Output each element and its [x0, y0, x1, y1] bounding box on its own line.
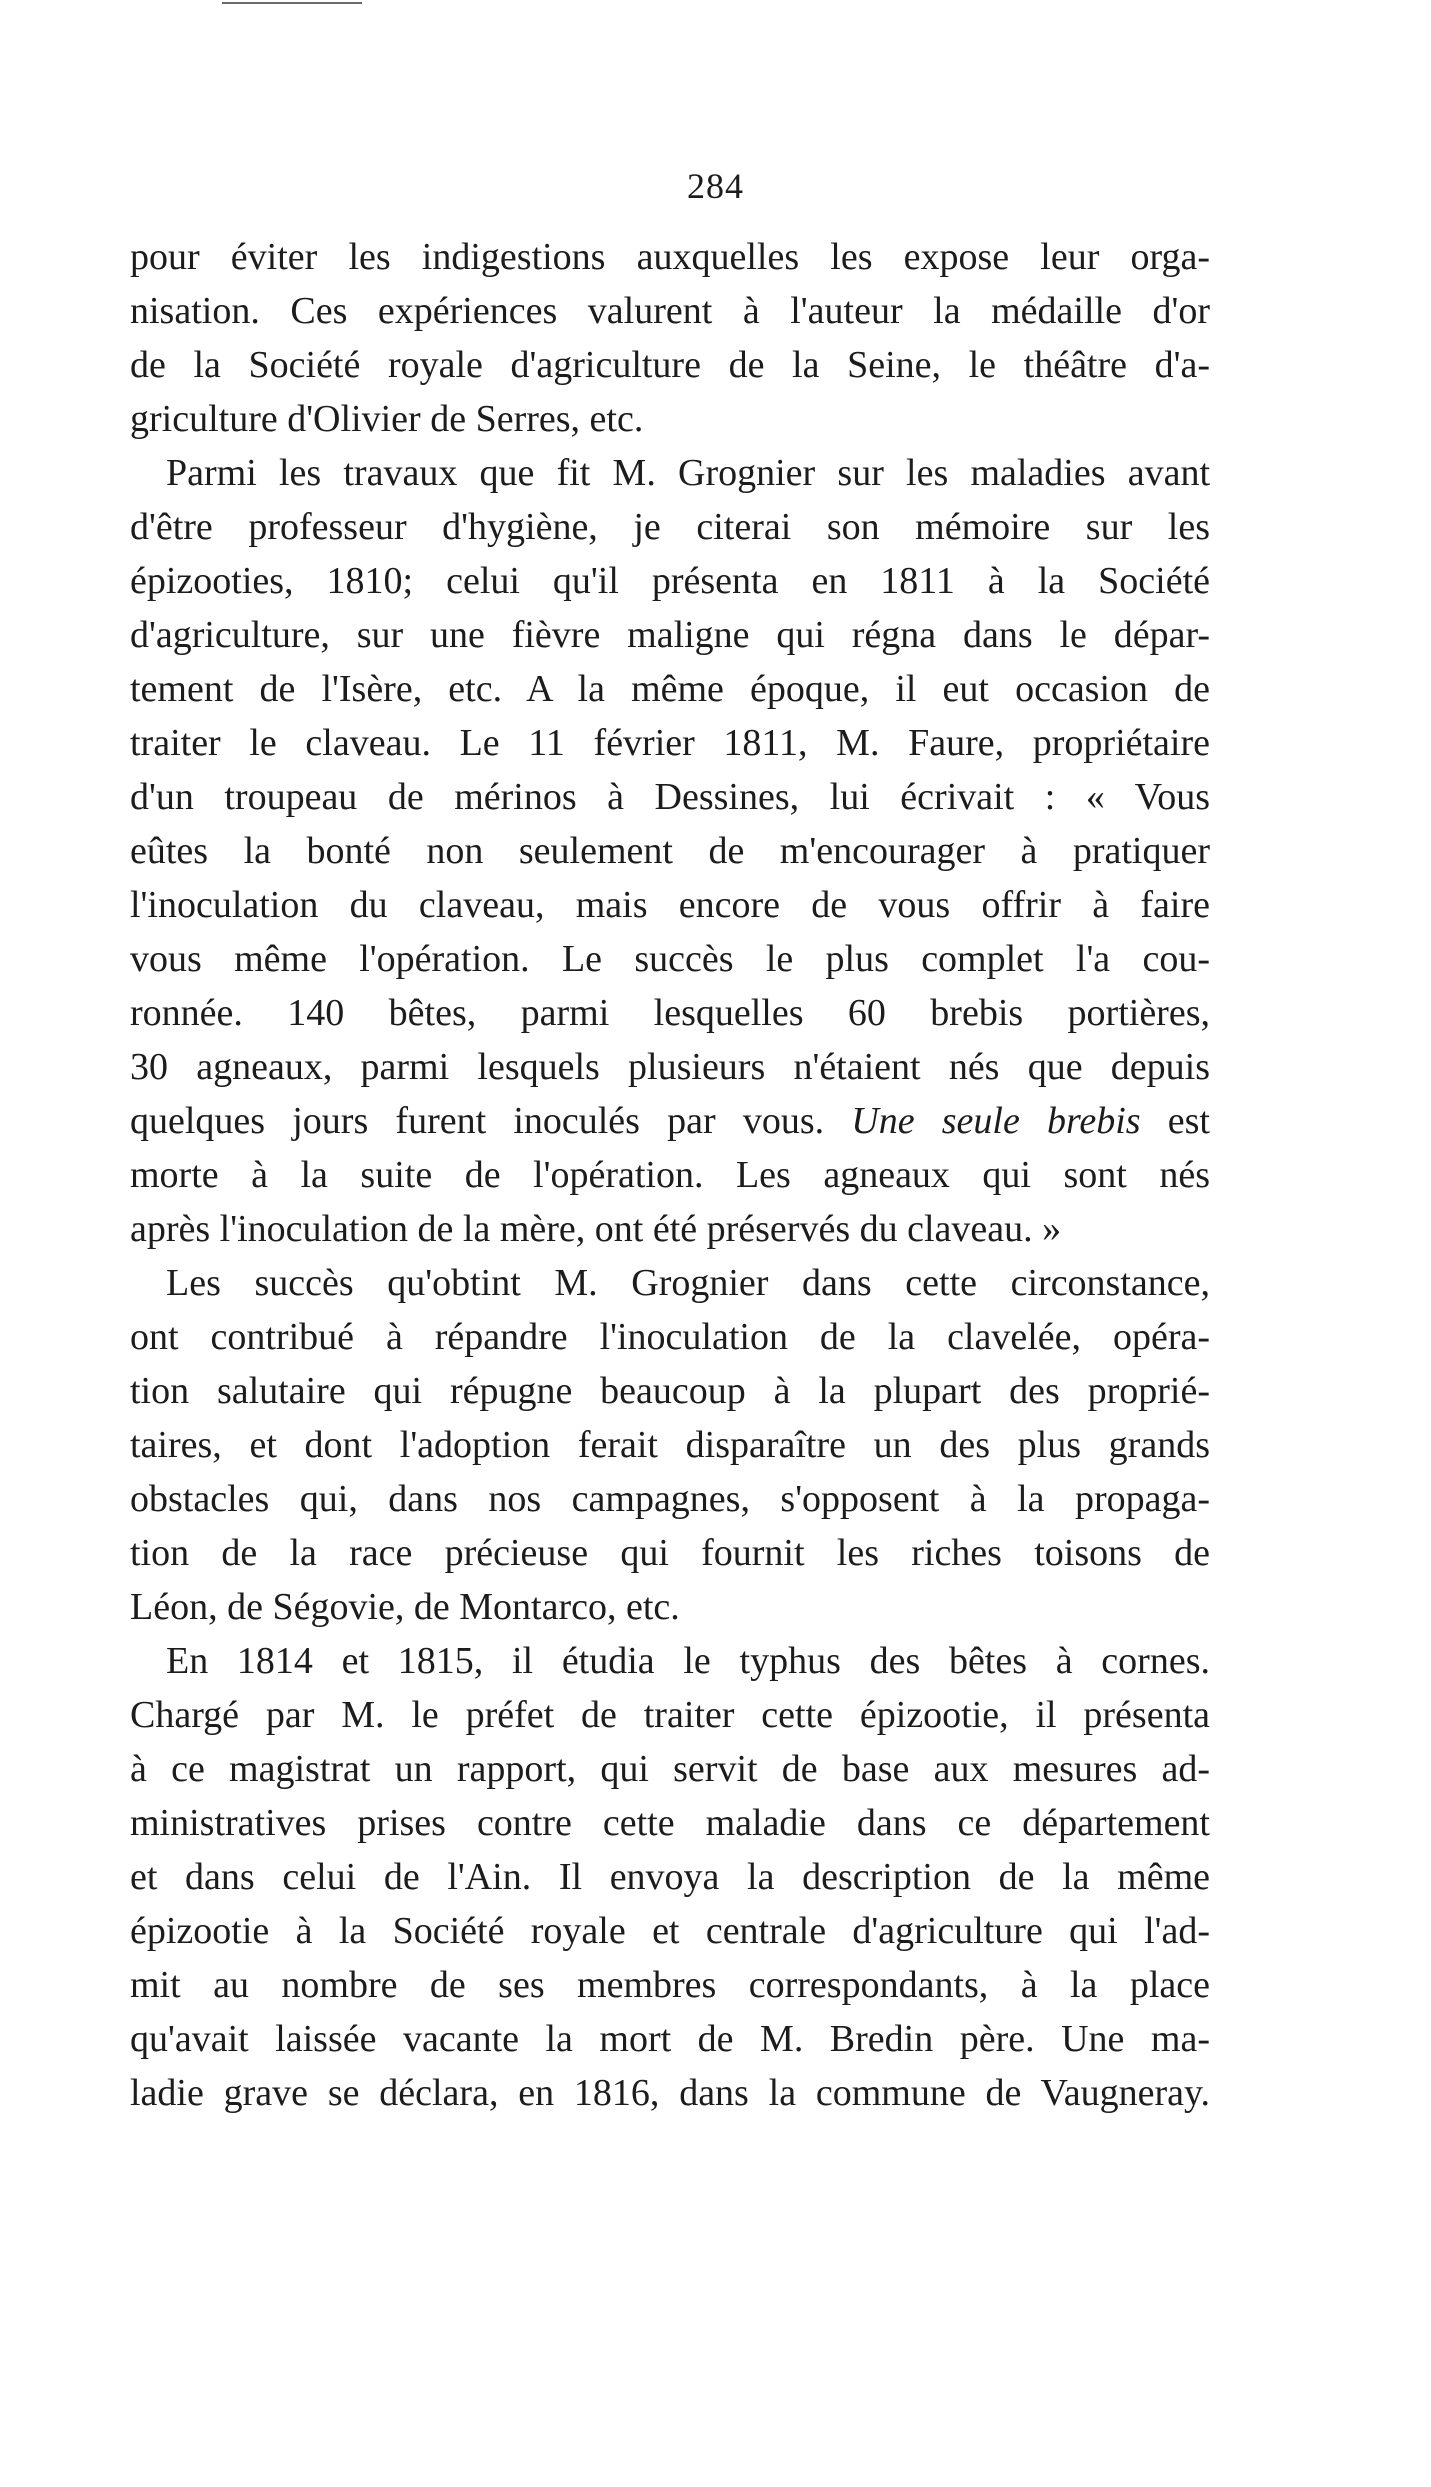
top-rule — [222, 2, 362, 4]
text-line: tion salutaire qui répugne beaucoup à la plupart des proprié- — [130, 1370, 1210, 1412]
italic-phrase: Une seule brebis — [851, 1100, 1141, 1142]
text-line: ronnée. 140 bêtes, parmi lesquelles 60 brebis portières, — [130, 992, 1210, 1034]
text-line: tion de la race précieuse qui fournit les riches toisons de — [130, 1532, 1210, 1574]
text-line: d'être professeur d'hygiène, je citerai son mémoire sur les — [130, 506, 1210, 548]
text-line: Léon, de Ségovie, de Montarco, etc. — [130, 1586, 680, 1628]
text-line: qu'avait laissée vacante la mort de M. Bredin père. Une ma- — [130, 2018, 1210, 2060]
text-line: griculture d'Olivier de Serres, etc. — [130, 398, 644, 440]
text-line: nisation. Ces expériences valurent à l'auteur la médaille d'or — [130, 290, 1210, 332]
text-line: épizootie à la Société royale et centrale d'agriculture qui l'ad- — [130, 1910, 1210, 1952]
text-line: après l'inoculation de la mère, ont été préservés du claveau. » — [130, 1208, 1062, 1250]
text-line: ladie grave se déclara, en 1816, dans la commune de Vaugneray. — [130, 2072, 1210, 2114]
text-line: d'un troupeau de mérinos à Dessines, lui écrivait : « Vous — [130, 776, 1210, 818]
text-line: Chargé par M. le préfet de traiter cette épizootie, il présenta — [130, 1694, 1210, 1736]
text-fragment: quelques jours furent inoculés par vous. — [130, 1100, 825, 1142]
text-line: pour éviter les indigestions auxquelles les expose leur orga- — [130, 236, 1210, 278]
text-line: 30 agneaux, parmi lesquels plusieurs n'étaient nés que depuis — [130, 1046, 1210, 1088]
body-text — [130, 230, 1210, 2120]
text-line: traiter le claveau. Le 11 février 1811, M. Faure, propriétaire — [130, 722, 1210, 764]
text-line: mit au nombre de ses membres correspondants, à la place — [130, 1964, 1210, 2006]
text-line-with-italic — [130, 1094, 1210, 1148]
paragraph-start-line: Parmi les travaux que fit M. Grognier sur les maladies avant — [166, 452, 1210, 494]
text-line: ont contribué à répandre l'inoculation de la clavelée, opéra- — [130, 1316, 1210, 1358]
text-line: l'inoculation du claveau, mais encore de vous offrir à faire — [130, 884, 1210, 926]
text-line: épizooties, 1810; celui qu'il présenta en 1811 à la Société — [130, 560, 1210, 602]
text-fragment: est — [1167, 1100, 1210, 1142]
paragraph-start-line: Les succès qu'obtint M. Grognier dans cette circonstance, — [166, 1262, 1210, 1304]
text-line: de la Société royale d'agriculture de la Seine, le théâtre d'a- — [130, 344, 1210, 386]
text-line: obstacles qui, dans nos campagnes, s'opposent à la propaga- — [130, 1478, 1210, 1520]
paragraph-start-line: En 1814 et 1815, il étudia le typhus des bêtes à cornes. — [166, 1640, 1210, 1682]
text-line: à ce magistrat un rapport, qui servit de base aux mesures ad- — [130, 1748, 1210, 1790]
text-line: tement de l'Isère, etc. A la même époque, il eut occasion de — [130, 668, 1210, 710]
text-line: vous même l'opération. Le succès le plus complet l'a cou- — [130, 938, 1210, 980]
text-line: ministratives prises contre cette maladie dans ce département — [130, 1802, 1210, 1844]
text-line: taires, et dont l'adoption ferait disparaître un des plus grands — [130, 1424, 1210, 1466]
page-number: 284 — [687, 166, 744, 206]
text-line: eûtes la bonté non seulement de m'encourager à pratiquer — [130, 830, 1210, 872]
text-line: d'agriculture, sur une fièvre maligne qui régna dans le dépar- — [130, 614, 1210, 656]
text-line: et dans celui de l'Ain. Il envoya la description de la même — [130, 1856, 1210, 1898]
text-line: morte à la suite de l'opération. Les agneaux qui sont nés — [130, 1154, 1210, 1196]
